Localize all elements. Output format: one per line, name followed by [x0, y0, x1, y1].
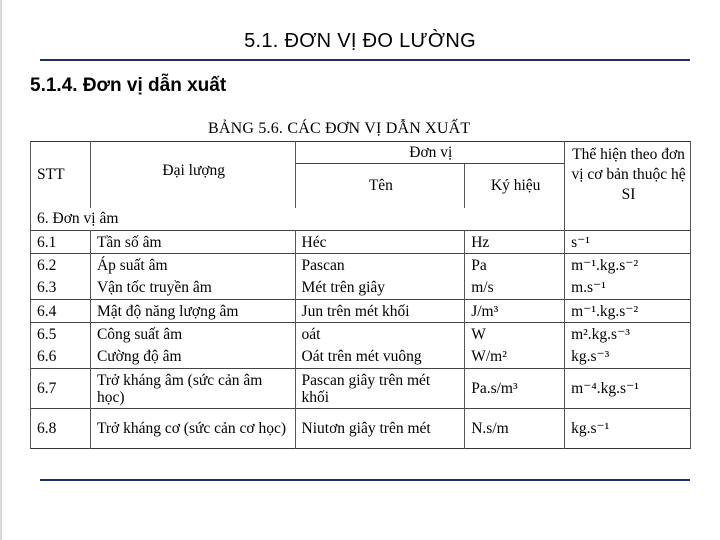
table-row: [31, 409, 691, 449]
cell-stt: 6.6: [31, 346, 91, 369]
table-row: [31, 300, 691, 323]
cell-stt: 6.5: [31, 323, 91, 346]
cell-name: oát: [295, 323, 465, 346]
header-symbol: Ký hiệu: [465, 164, 565, 208]
slide-title: 5.1. ĐƠN VỊ ĐO LƯỜNG: [244, 30, 476, 52]
cell-stt: 6.1: [31, 231, 91, 254]
table-row: [31, 323, 691, 346]
derived-units-table: [30, 141, 691, 449]
table-row: [31, 254, 691, 277]
cell-name: Oát trên mét vuông: [295, 346, 465, 369]
cell-si: m⁻⁴.kg.s⁻¹: [565, 369, 691, 409]
bottom-divider: [40, 479, 690, 481]
cell-symbol: W: [465, 323, 565, 346]
cell-si: kg.s⁻³: [565, 346, 691, 369]
cell-symbol: Hz: [465, 231, 565, 254]
cell-si: s⁻¹: [565, 231, 691, 254]
cell-name: Pascan: [295, 254, 465, 277]
cell-quantity: Trở kháng âm (sức cản âm học): [90, 369, 295, 409]
cell-name: Mét trên giây: [295, 277, 465, 300]
cell-name: Pascan giây trên mét khối: [295, 369, 465, 409]
cell-symbol: W/m²: [465, 346, 565, 369]
cell-quantity: Vận tốc truyền âm: [90, 277, 295, 300]
cell-si: kg.s⁻¹: [565, 409, 691, 449]
cell-stt: 6.4: [31, 300, 91, 323]
cell-stt: 6.2: [31, 254, 91, 277]
cell-quantity: Mật độ năng lượng âm: [90, 300, 295, 323]
cell-name: Niutơn giây trên mét: [295, 409, 465, 449]
cell-symbol: Pa: [465, 254, 565, 277]
cell-quantity: Trở kháng cơ (sức cản cơ học): [90, 409, 295, 449]
section-heading: 5.1.4. Đơn vị dẫn xuất: [30, 75, 227, 96]
cell-si: m².kg.s⁻³: [565, 323, 691, 346]
cell-quantity: Tần số âm: [90, 231, 295, 254]
cell-si: m⁻¹.kg.s⁻²: [565, 254, 691, 277]
table-header-row: [31, 142, 691, 164]
cell-symbol: N.s/m: [465, 409, 565, 449]
group-row: [31, 208, 691, 231]
cell-symbol: J/m³: [465, 300, 565, 323]
slide-left-border: [0, 0, 2, 540]
table-row: [31, 277, 691, 300]
cell-quantity: Công suất âm: [90, 323, 295, 346]
cell-symbol: Pa.s/m³: [465, 369, 565, 409]
cell-stt: 6.8: [31, 409, 91, 449]
table-row: [31, 346, 691, 369]
group-label: 6. Đơn vị âm: [31, 208, 296, 231]
cell-stt: 6.7: [31, 369, 91, 409]
cell-quantity: Áp suất âm: [90, 254, 295, 277]
cell-si: m⁻¹.kg.s⁻²: [565, 300, 691, 323]
table-row: [31, 231, 691, 254]
cell-stt: 6.3: [31, 277, 91, 300]
cell-name: Héc: [295, 231, 465, 254]
header-si: Thể hiện theo đơn vị cơ bản thuộc hệ SI: [565, 142, 691, 208]
header-stt: STT: [31, 142, 91, 208]
cell-name: Jun trên mét khối: [295, 300, 465, 323]
title-divider: [40, 59, 690, 61]
cell-si: m.s⁻¹: [565, 277, 691, 300]
cell-symbol: m/s: [465, 277, 565, 300]
header-quantity: Đại lượng: [90, 142, 295, 208]
header-unit: Đơn vị: [295, 142, 565, 164]
table-caption: BẢNG 5.6. CÁC ĐƠN VỊ DẪN XUẤT: [208, 120, 471, 137]
cell-quantity: Cường độ âm: [90, 346, 295, 369]
header-name: Tên: [295, 164, 465, 208]
table-row: [31, 369, 691, 409]
